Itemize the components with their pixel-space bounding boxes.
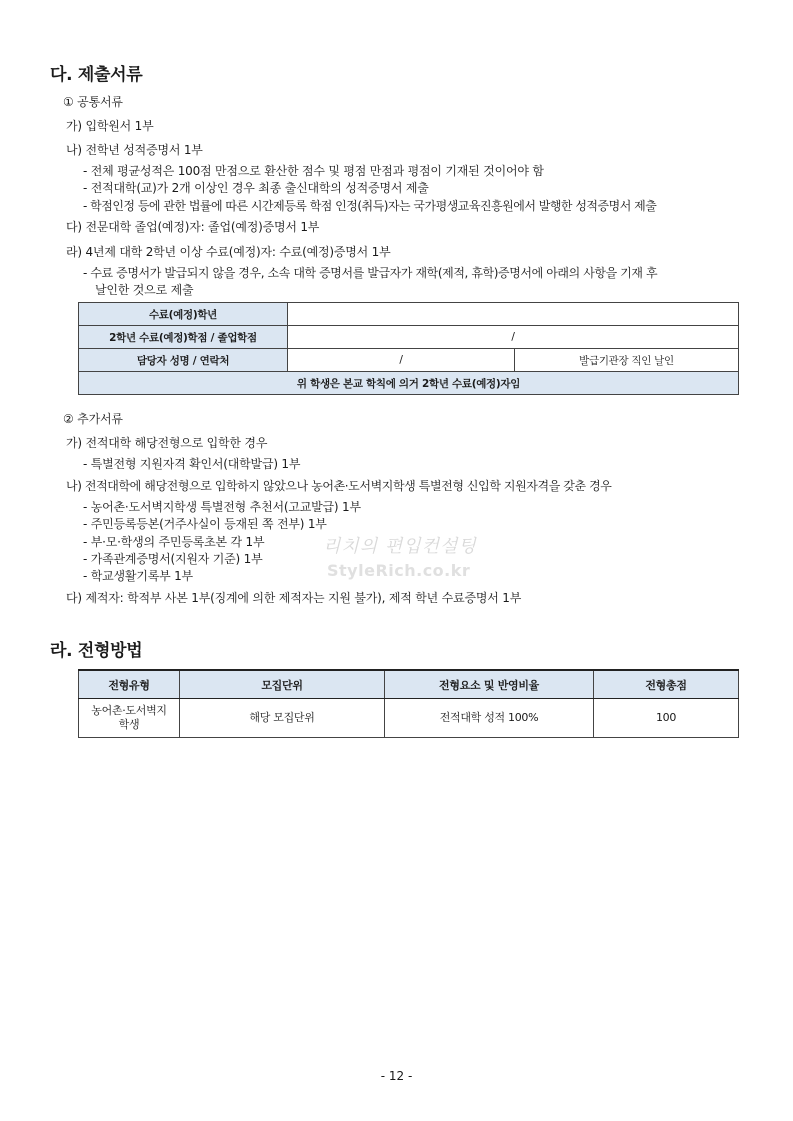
extra-na-note-2: - 주민등록등본(거주사실이 등재된 쪽 전부) 1부 bbox=[83, 517, 327, 531]
na-note-2: - 전적대학(교)가 2개 이상인 경우 최종 출신대학의 성적증명서 제출 bbox=[83, 181, 429, 195]
cert-label-contact: 담당자 성명 / 연락처 bbox=[79, 349, 288, 372]
table-row bbox=[79, 326, 739, 349]
section-heading-submission-documents: 다. 제출서류 bbox=[50, 65, 143, 85]
extra-item-ga: 가) 전적대학 해당전형으로 입학한 경우 bbox=[66, 436, 268, 450]
table-row bbox=[79, 349, 739, 372]
table-cell: 100 bbox=[594, 699, 739, 738]
section-heading-selection-method: 라. 전형방법 bbox=[50, 641, 143, 661]
column-header: 모집단위 bbox=[180, 670, 385, 699]
common-documents-title: ① 공통서류 bbox=[63, 95, 123, 109]
cert-label-credits: 2학년 수료(예정)학점 / 졸업학점 bbox=[79, 326, 288, 349]
extra-na-note-5: - 학교생활기록부 1부 bbox=[83, 569, 193, 583]
column-header: 전형총점 bbox=[594, 670, 739, 699]
table-cell: 해당 모집단위 bbox=[180, 699, 385, 738]
cert-label-completion-year: 수료(예정)학년 bbox=[79, 303, 288, 326]
column-header: 전형유형 bbox=[79, 670, 180, 699]
selection-method-table bbox=[78, 669, 739, 738]
extra-na-note-3: - 부·모·학생의 주민등록초본 각 1부 bbox=[83, 535, 265, 549]
cert-statement: 위 학생은 본교 학칙에 의거 2학년 수료(예정)자임 bbox=[79, 372, 739, 395]
certificate-info-table bbox=[78, 302, 739, 395]
table-cell: 전적대학 성적 100% bbox=[385, 699, 594, 738]
na-note-1: - 전체 평균성적은 100점 만점으로 환산한 점수 및 평점 만점과 평점이 기재된 것이어야 함 bbox=[83, 164, 544, 178]
cert-value-completion-year bbox=[288, 303, 739, 326]
na-note-3: - 학점인정 등에 관한 법률에 따른 시간제등록 학점 인정(취득)자는 국가평생교육진흥원에서 발행한 성적증명서 제출 bbox=[83, 199, 657, 213]
cert-value-contact: / bbox=[288, 349, 515, 372]
extra-item-na: 나) 전적대학에 해당전형으로 입학하지 않았으나 농어촌·도서벽지학생 특별전형 신입학 지원자격을 갖춘 경우 bbox=[66, 479, 612, 493]
table-header-row bbox=[79, 670, 739, 699]
table-cell: 농어촌·도서벽지 학생 bbox=[79, 699, 180, 738]
extra-item-da: 다) 제적자: 학적부 사본 1부(징계에 의한 제적자는 지원 불가), 제적 학년 수료증명서 1부 bbox=[66, 591, 522, 605]
watermark-url: StyleRich.co.kr bbox=[327, 561, 471, 580]
cert-value-credits: / bbox=[288, 326, 739, 349]
watermark-text: 리치의 편입컨설팅 bbox=[323, 536, 477, 557]
table-row bbox=[79, 699, 739, 738]
item-ga: 가) 입학원서 1부 bbox=[66, 119, 154, 133]
ra-note-line2: 날인한 것으로 제출 bbox=[95, 283, 194, 297]
extra-ga-note: - 특별전형 지원자격 확인서(대학발급) 1부 bbox=[83, 457, 301, 471]
item-ra: 라) 4년제 대학 2학년 이상 수료(예정)자: 수료(예정)증명서 1부 bbox=[66, 245, 391, 259]
extra-documents-title: ② 추가서류 bbox=[63, 412, 123, 426]
item-na: 나) 전학년 성적증명서 1부 bbox=[66, 143, 203, 157]
extra-na-note-4: - 가족관계증명서(지원자 기준) 1부 bbox=[83, 552, 263, 566]
item-da: 다) 전문대학 졸업(예정)자: 졸업(예정)증명서 1부 bbox=[66, 220, 320, 234]
column-header: 전형요소 및 반영비율 bbox=[385, 670, 594, 699]
extra-na-note-1: - 농어촌·도서벽지학생 특별전형 추천서(고교발급) 1부 bbox=[83, 500, 361, 514]
cert-seal-note: 발급기관장 직인 날인 bbox=[515, 349, 739, 372]
ra-note-line1: - 수료 증명서가 발급되지 않을 경우, 소속 대학 증명서를 발급자가 재학(제적, 휴학)증명서에 아래의 사항을 기재 후 bbox=[83, 266, 658, 280]
table-row bbox=[79, 303, 739, 326]
table-row bbox=[79, 372, 739, 395]
page-number: - 12 - bbox=[380, 1069, 413, 1083]
